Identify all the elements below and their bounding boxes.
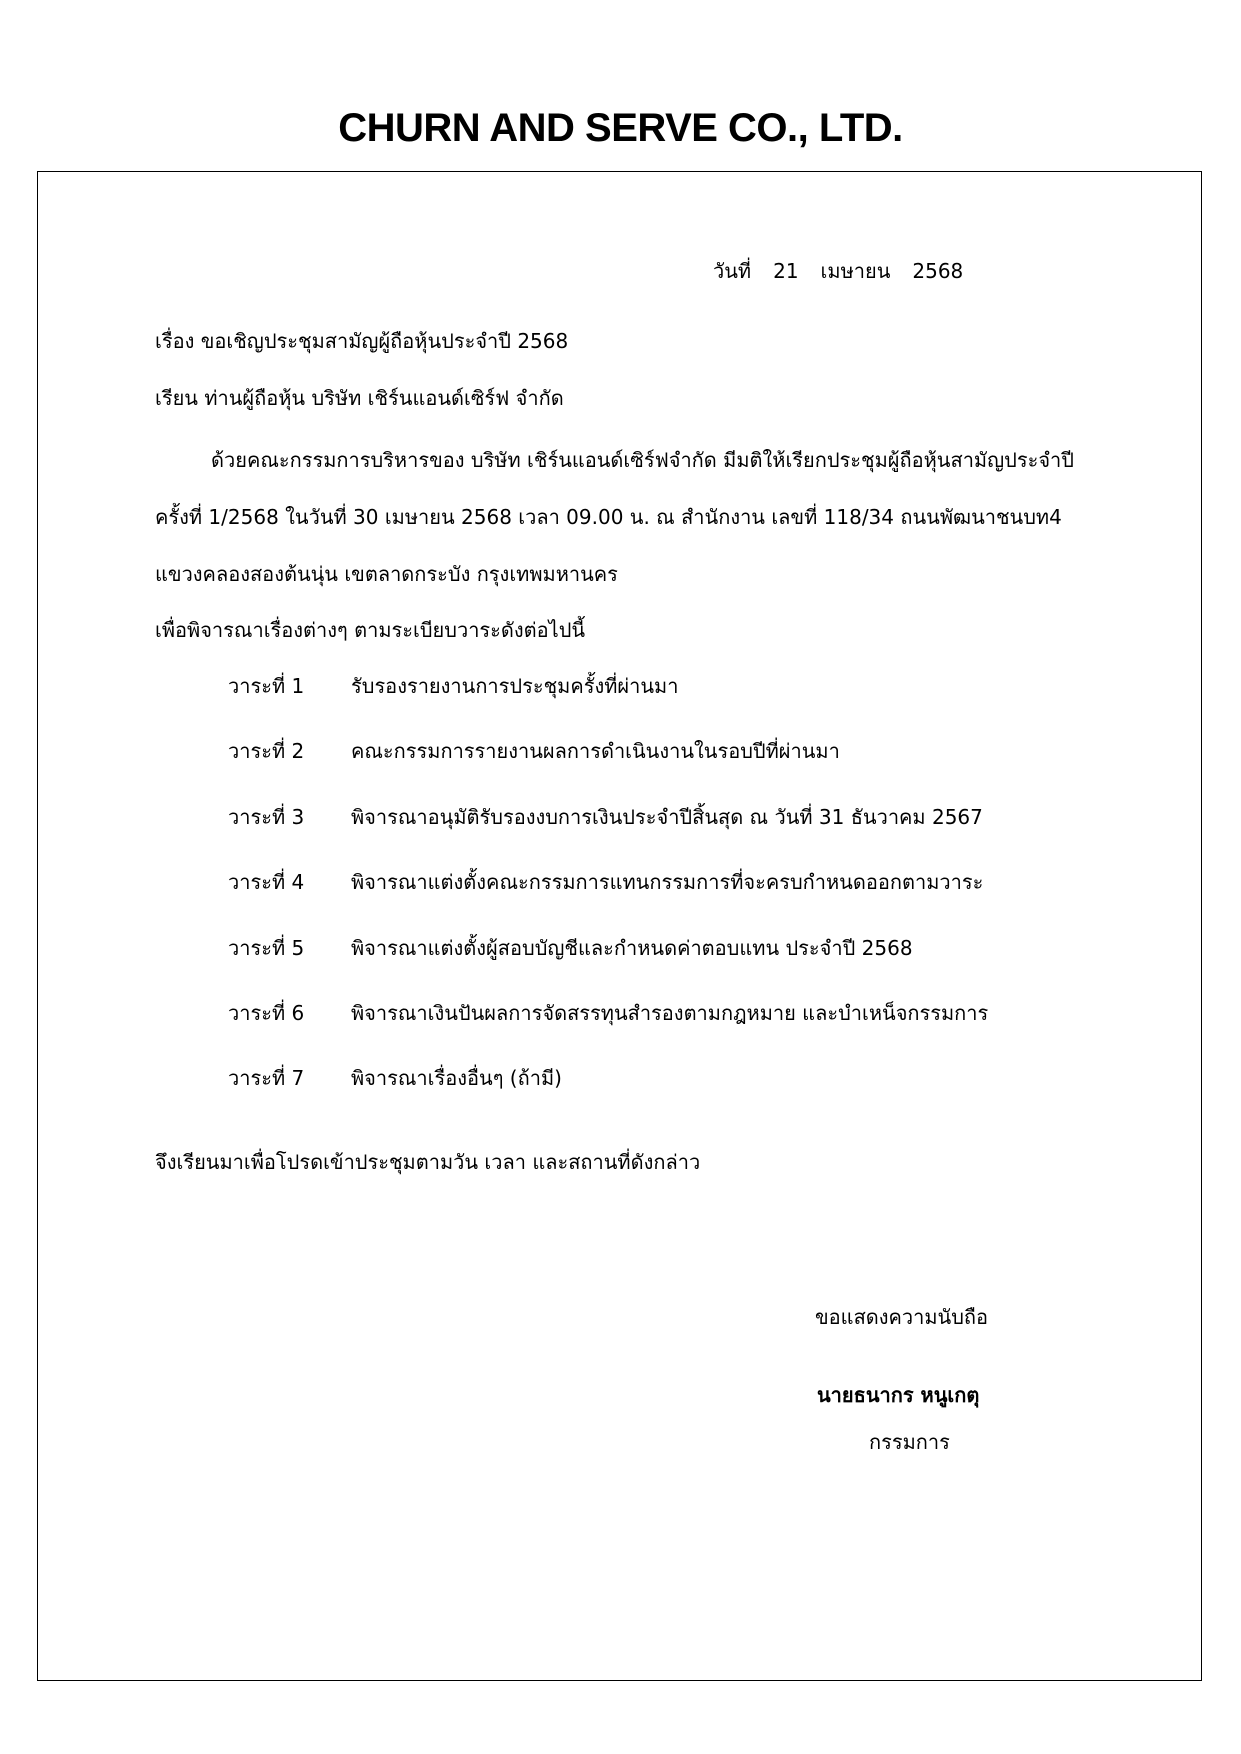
company-title: CHURN AND SERVE CO., LTD. [338, 106, 903, 150]
date-day: 21 [773, 259, 799, 283]
agenda-item-label: วาระที่ 1 [228, 674, 305, 698]
agenda-item [228, 868, 983, 896]
date-line [713, 257, 963, 285]
agenda-item-label: วาระที่ 4 [228, 870, 305, 894]
agenda-item-text: พิจารณาเงินปันผลการจัดสรรทุนสำรองตามกฎหมาย และบำเหน็จกรรมการ [351, 1001, 989, 1025]
agenda-item-text: รับรองรายงานการประชุมครั้งที่ผ่านมา [351, 674, 679, 698]
agenda-item-label: วาระที่ 3 [228, 805, 305, 829]
body-paragraph-line: แขวงคลองสองต้นนุ่น เขตลาดกระบัง กรุงเทพมหานคร [155, 562, 618, 586]
agenda-item [228, 737, 840, 765]
agenda-item [228, 934, 913, 962]
signature-regards: ขอแสดงความนับถือ [815, 1305, 989, 1329]
body-paragraph-line: เพื่อพิจารณาเรื่องต่างๆ ตามระเบียบวาระดังต่อไปนี้ [155, 618, 586, 642]
signer-name: นายธนากร หนูเกตุ [817, 1383, 980, 1407]
agenda-item [228, 803, 983, 831]
body-paragraph-line: ด้วยคณะกรรมการบริหารของ บริษัท เชิร์นแอนด์เซิร์ฟจำกัด มีมติให้เรียกประชุมผู้ถือหุ้นสามัญประจำปี [211, 448, 1074, 472]
agenda-item [228, 1064, 562, 1092]
agenda-item-text: พิจารณาแต่งตั้งผู้สอบบัญชีและกำหนดค่าตอบแทน ประจำปี 2568 [351, 936, 913, 960]
agenda-item-label: วาระที่ 2 [228, 739, 305, 763]
agenda-item-text: พิจารณาแต่งตั้งคณะกรรมการแทนกรรมการที่จะครบกำหนดออกตามวาระ [351, 870, 984, 894]
agenda-item-text: พิจารณาอนุมัติรับรองงบการเงินประจำปีสิ้นสุด ณ วันที่ 31 ธันวาคม 2567 [351, 805, 983, 829]
date-prefix: วันที่ [713, 259, 752, 283]
date-year: 2568 [912, 259, 964, 283]
salutation-line: เรียน ท่านผู้ถือหุ้น บริษัท เชิร์นแอนด์เซิร์ฟ จำกัด [155, 386, 564, 410]
agenda-item-label: วาระที่ 7 [228, 1066, 305, 1090]
agenda-item [228, 999, 988, 1027]
body-paragraph-line: ครั้งที่ 1/2568 ในวันที่ 30 เมษายน 2568 เวลา 09.00 น. ณ สำนักงาน เลขที่ 118/34 ถนนพัฒนาชนบท4 [155, 505, 1062, 529]
agenda-item-label: วาระที่ 5 [228, 936, 305, 960]
agenda-item-text: คณะกรรมการรายงานผลการดำเนินงานในรอบปีที่ผ่านมา [351, 739, 840, 763]
date-month: เมษายน [820, 259, 891, 283]
agenda-item-label: วาระที่ 6 [228, 1001, 305, 1025]
subject-line: เรื่อง ขอเชิญประชุมสามัญผู้ถือหุ้นประจำปี 2568 [155, 329, 569, 353]
closing-line: จึงเรียนมาเพื่อโปรดเข้าประชุมตามวัน เวลา และสถานที่ดังกล่าว [155, 1150, 701, 1174]
agenda-item-text: พิจารณาเรื่องอื่นๆ (ถ้ามี) [351, 1066, 562, 1090]
signer-title: กรรมการ [869, 1430, 950, 1454]
agenda-item [228, 672, 678, 700]
